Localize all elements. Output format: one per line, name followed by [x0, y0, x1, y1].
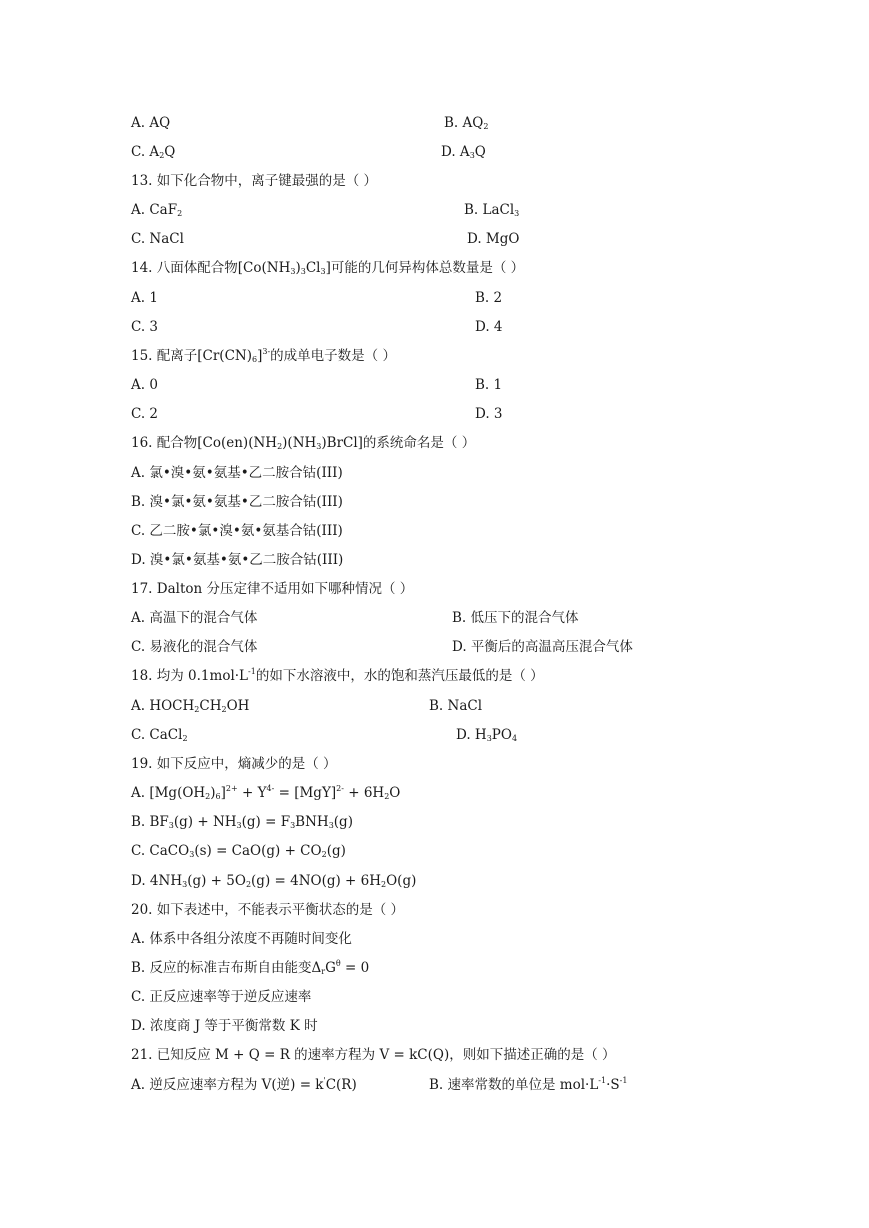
q18-option-c: C. CaCl$_2$ [131, 727, 188, 743]
q18-option-a: A. $HOCH_2CH_2OH$ [131, 698, 250, 714]
q18-option-d: D. $H_3PO_4$ [456, 727, 518, 743]
q18-option-b: B. NaCl [429, 698, 483, 714]
q19-stem: 19. 如下反应中，熵减少的是（ ） [131, 756, 337, 772]
q17-option-c: C. 易液化的混合气体 [131, 639, 258, 655]
q15-stem: 15. 配离子$[Cr(CN)_6]^{3-}$的成单电子数是（ ） [131, 347, 396, 364]
q16-option-a: A. 氯•溴•氨•氨基•乙二胺合钴(III) [131, 465, 343, 481]
q16-option-d: D. 溴•氯•氨基•氨•乙二胺合钴(III) [131, 552, 344, 568]
q19-option-b: B. $BF_3(g) + NH_3(g) = F_3BNH_3(g)$ [131, 814, 353, 830]
q17-option-b: B. 低压下的混合气体 [452, 610, 579, 626]
q20-option-b: B. 反应的标准吉布斯自由能变$\Delta_rG^\theta = 0$ [131, 959, 370, 976]
q12-option-c: C. $A_2Q$ [131, 144, 176, 160]
q15-option-a: A. 0 [131, 377, 158, 393]
q14-option-a: A. 1 [131, 290, 158, 306]
q13-option-c: C. NaCl [131, 231, 184, 247]
q15-option-c: C. 2 [131, 406, 159, 422]
q15-option-d: D. 3 [475, 406, 503, 422]
q17-option-d: D. 平衡后的高温高压混合气体 [452, 639, 633, 655]
q19-option-c: C. CaCO$_3$(s) = $CaO(g) + CO_2(g)$ [131, 843, 346, 859]
q13-option-a: A. CaF$_2$ [131, 202, 183, 218]
q13-option-b: B. LaCl$_3$ [464, 202, 520, 218]
q16-option-b: B. 溴•氯•氨•氨基•乙二胺合钴(III) [131, 494, 343, 510]
q21-option-a: A. 逆反应速率方程为 V(逆) = k'C(R) [131, 1076, 357, 1093]
q12-option-a: A. AQ [131, 115, 171, 131]
q14-option-b: B. 2 [475, 290, 503, 306]
q15-option-b: B. 1 [475, 377, 503, 393]
q19-option-d: D. $4NH_3(g) + 5O_2(g) = 4NO(g) + 6H_2O(g)$ [131, 873, 417, 889]
q20-option-a: A. 体系中各组分浓度不再随时间变化 [131, 931, 352, 947]
q13-option-d: D. MgO [467, 231, 520, 247]
q17-option-a: A. 高温下的混合气体 [131, 610, 258, 626]
q18-stem: 18. 均为 $0.1mol\cdot L^{-1}$的如下水溶液中，水的饱和蒸汽压最低的是（ ） [131, 667, 544, 684]
q17-stem: 17. Dalton 分压定律不适用如下哪种情况（ ） [131, 581, 414, 597]
q20-option-d: D. 浓度商 J 等于平衡常数 K 时 [131, 1018, 318, 1034]
q16-option-c: C. 乙二胺•氯•溴•氨•氨基合钴(III) [131, 523, 343, 539]
q12-option-d: D. $A_3Q$ [441, 144, 486, 160]
q19-option-a: A. $[Mg(OH_2)_6]^{2+} + Y^{4-} = [MgY]^{2-} + 6H_2O$ [131, 784, 401, 801]
q14-option-d: D. 4 [475, 319, 503, 335]
q12-option-b: B. $AQ_2$ [444, 115, 489, 131]
q20-stem: 20. 如下表述中，不能表示平衡状态的是（ ） [131, 902, 405, 918]
q21-stem: 21. 已知反应 M + Q = R 的速率方程为 V = kC(Q)，则如下描述正确的是（ ） [131, 1047, 616, 1063]
q14-option-c: C. 3 [131, 319, 159, 335]
q16-stem: 16. 配合物$[Co(en)(NH_2)(NH_3)BrCl]$的系统命名是（ ） [131, 435, 476, 451]
q20-option-c: C. 正反应速率等于逆反应速率 [131, 989, 312, 1005]
q21-option-b: B. 速率常数的单位是 $mol\cdot L^{-1}\cdot S^{-1}$ [429, 1076, 628, 1093]
q13-stem: 13. 如下化合物中，离子键最强的是（ ） [131, 173, 378, 189]
q14-stem: 14. 八面体配合物$[Co(NH_3)_3Cl_3]$可能的几何异构体总数量是（ ） [131, 260, 525, 276]
